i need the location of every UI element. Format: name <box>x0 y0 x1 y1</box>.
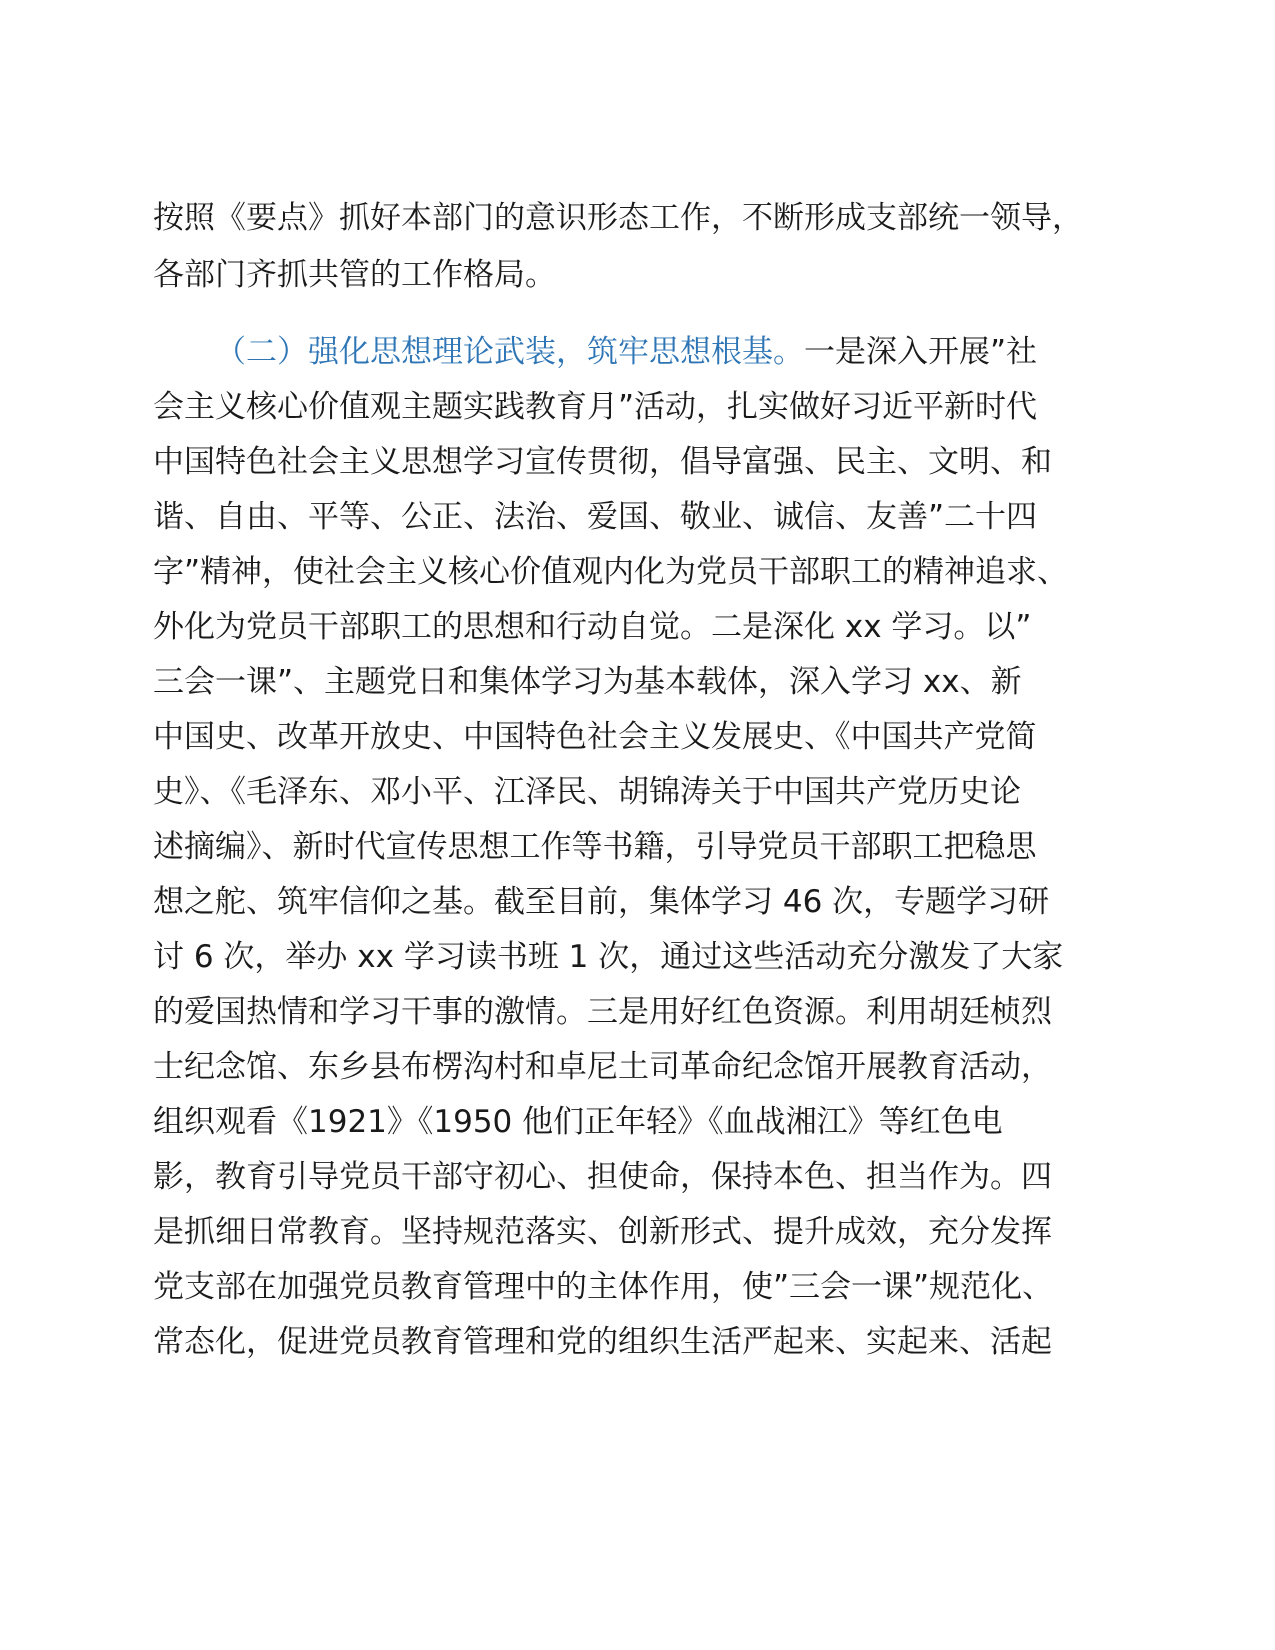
paragraph-2-line-17: 是抓细日常教育。坚持规范落实、创新形式、提升成效，充分发挥 <box>153 1214 1052 1250</box>
paragraph-2-line-14: 士纪念馆、东乡县布楞沟村和卓尼土司革命纪念馆开展教育活动， <box>153 1049 1052 1085</box>
paragraph-2-line-18: 党支部在加强党员教育管理中的主体作用，使”三会一课”规范化、 <box>153 1269 1054 1305</box>
paragraph-2-line-9: 史》、《毛泽东、邓小平、江泽民、胡锦涛关于中国共产党历史论 <box>153 774 1021 810</box>
paragraph-1-line-2: 各部门齐抓共管的工作格局。 <box>153 257 556 293</box>
paragraph-2-line-19: 常态化，促进党员教育管理和党的组织生活严起来、实起来、活起 <box>153 1324 1052 1360</box>
paragraph-2-line-4: 谐、自由、平等、公正、法治、爱国、敬业、诚信、友善”二十四 <box>153 499 1038 535</box>
paragraph-2-line-5: 字”精神，使社会主义核心价值观内化为党员干部职工的精神追求、 <box>153 554 1069 590</box>
paragraph-2-line-8: 中国史、改革开放史、中国特色社会主义发展史、《中国共产党简 <box>153 719 1037 755</box>
paragraph-2-line-1 <box>215 332 1037 372</box>
paragraph-2-line-15: 组织观看《1921》《1950 他们正年轻》《血战湘江》等红色电 <box>153 1104 1003 1140</box>
paragraph-2-line-2: 会主义核心价值观主题实践教育月”活动，扎实做好习近平新时代 <box>153 389 1038 425</box>
paragraph-2-line-10: 述摘编》、新时代宣传思想工作等书籍，引导党员干部职工把稳思 <box>153 829 1037 865</box>
section-heading: （二）强化思想理论武装，筑牢思想根基。 <box>215 334 804 370</box>
paragraph-2-first-line-text: 一是深入开展”社 <box>804 334 1038 370</box>
paragraph-2-line-3: 中国特色社会主义思想学习宣传贯彻，倡导富强、民主、文明、和 <box>153 444 1052 480</box>
paragraph-2-line-12: 讨 6 次，举办 xx 学习读书班 1 次，通过这些活动充分激发了大家 <box>153 939 1064 975</box>
paragraph-2-line-11: 想之舵、筑牢信仰之基。截至目前，集体学习 46 次，专题学习研 <box>153 884 1050 920</box>
paragraph-2-line-7: 三会一课”、主题党日和集体学习为基本载体，深入学习 xx、新 <box>153 664 1022 700</box>
paragraph-2-line-16: 影，教育引导党员干部守初心、担使命，保持本色、担当作为。四 <box>153 1159 1052 1195</box>
paragraph-1-line-1: 按照《要点》抓好本部门的意识形态工作，不断形成支部统一领导， <box>153 200 1083 236</box>
paragraph-2-line-13: 的爱国热情和学习干事的激情。三是用好红色资源。利用胡廷桢烈 <box>153 994 1052 1030</box>
paragraph-2-line-6: 外化为党员干部职工的思想和行动自觉。二是深化 xx 学习。以” <box>153 609 1032 645</box>
